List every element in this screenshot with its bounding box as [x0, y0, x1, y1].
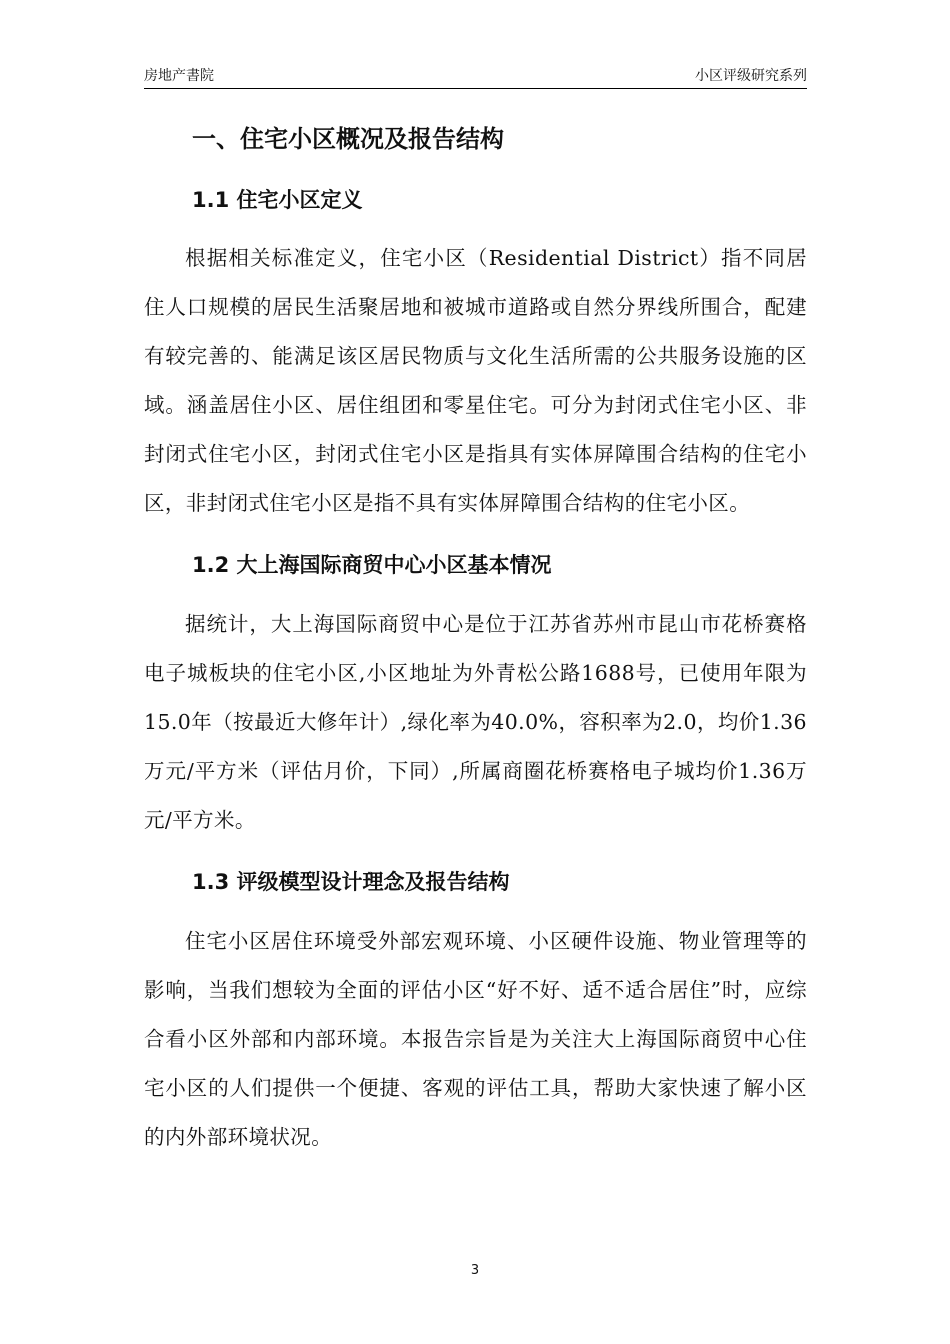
subsection-title-1-1: 1.1 住宅小区定义: [192, 188, 363, 212]
paragraph-basic-info: 据统计，大上海国际商贸中心是位于江苏省苏州市昆山市花桥赛格电子城板块的住宅小区,小区地址为外青松公路1688号，已使用年限为15.0年（按最近大修年计）,绿化率为40.0%，容积率为2.0，均价1.36万元/平方米（评估月价，下同）,所属商圈花桥赛格电子城均价1.36万元/平方米。: [144, 612, 807, 832]
subsection-title-1-3: 1.3 评级模型设计理念及报告结构: [192, 870, 510, 894]
page-header: [144, 66, 807, 89]
section-title: 一、住宅小区概况及报告结构: [192, 125, 504, 153]
document-body: [144, 114, 807, 1162]
paragraph-model-design: 住宅小区居住环境受外部宏观环境、小区硬件设施、物业管理等的影响，当我们想较为全面的评估小区“好不好、适不适合居住”时，应综合看小区外部和内部环境。本报告宗旨是为关注大上海国际商贸中心住宅小区的人们提供一个便捷、客观的评估工具，帮助大家快速了解小区的内外部环境状况。: [144, 929, 807, 1149]
header-series-title: 小区评级研究系列: [695, 68, 807, 84]
subsection-title-1-2: 1.2 大上海国际商贸中心小区基本情况: [192, 553, 552, 577]
page-number: 3: [470, 1263, 480, 1278]
paragraph-definition: 根据相关标准定义，住宅小区（Residential District）指不同居住人口规模的居民生活聚居地和被城市道路或自然分界线所围合，配建有较完善的、能满足该区居民物质与文化生活所需的公共服务设施的区域。涵盖居住小区、居住组团和零星住宅。可分为封闭式住宅小区、非封闭式住宅小区，封闭式住宅小区是指具有实体屏障围合结构的住宅小区，非封闭式住宅小区是指不具有实体屏障围合结构的住宅小区。: [144, 246, 807, 515]
header-publisher: 房地产書院: [144, 68, 214, 84]
